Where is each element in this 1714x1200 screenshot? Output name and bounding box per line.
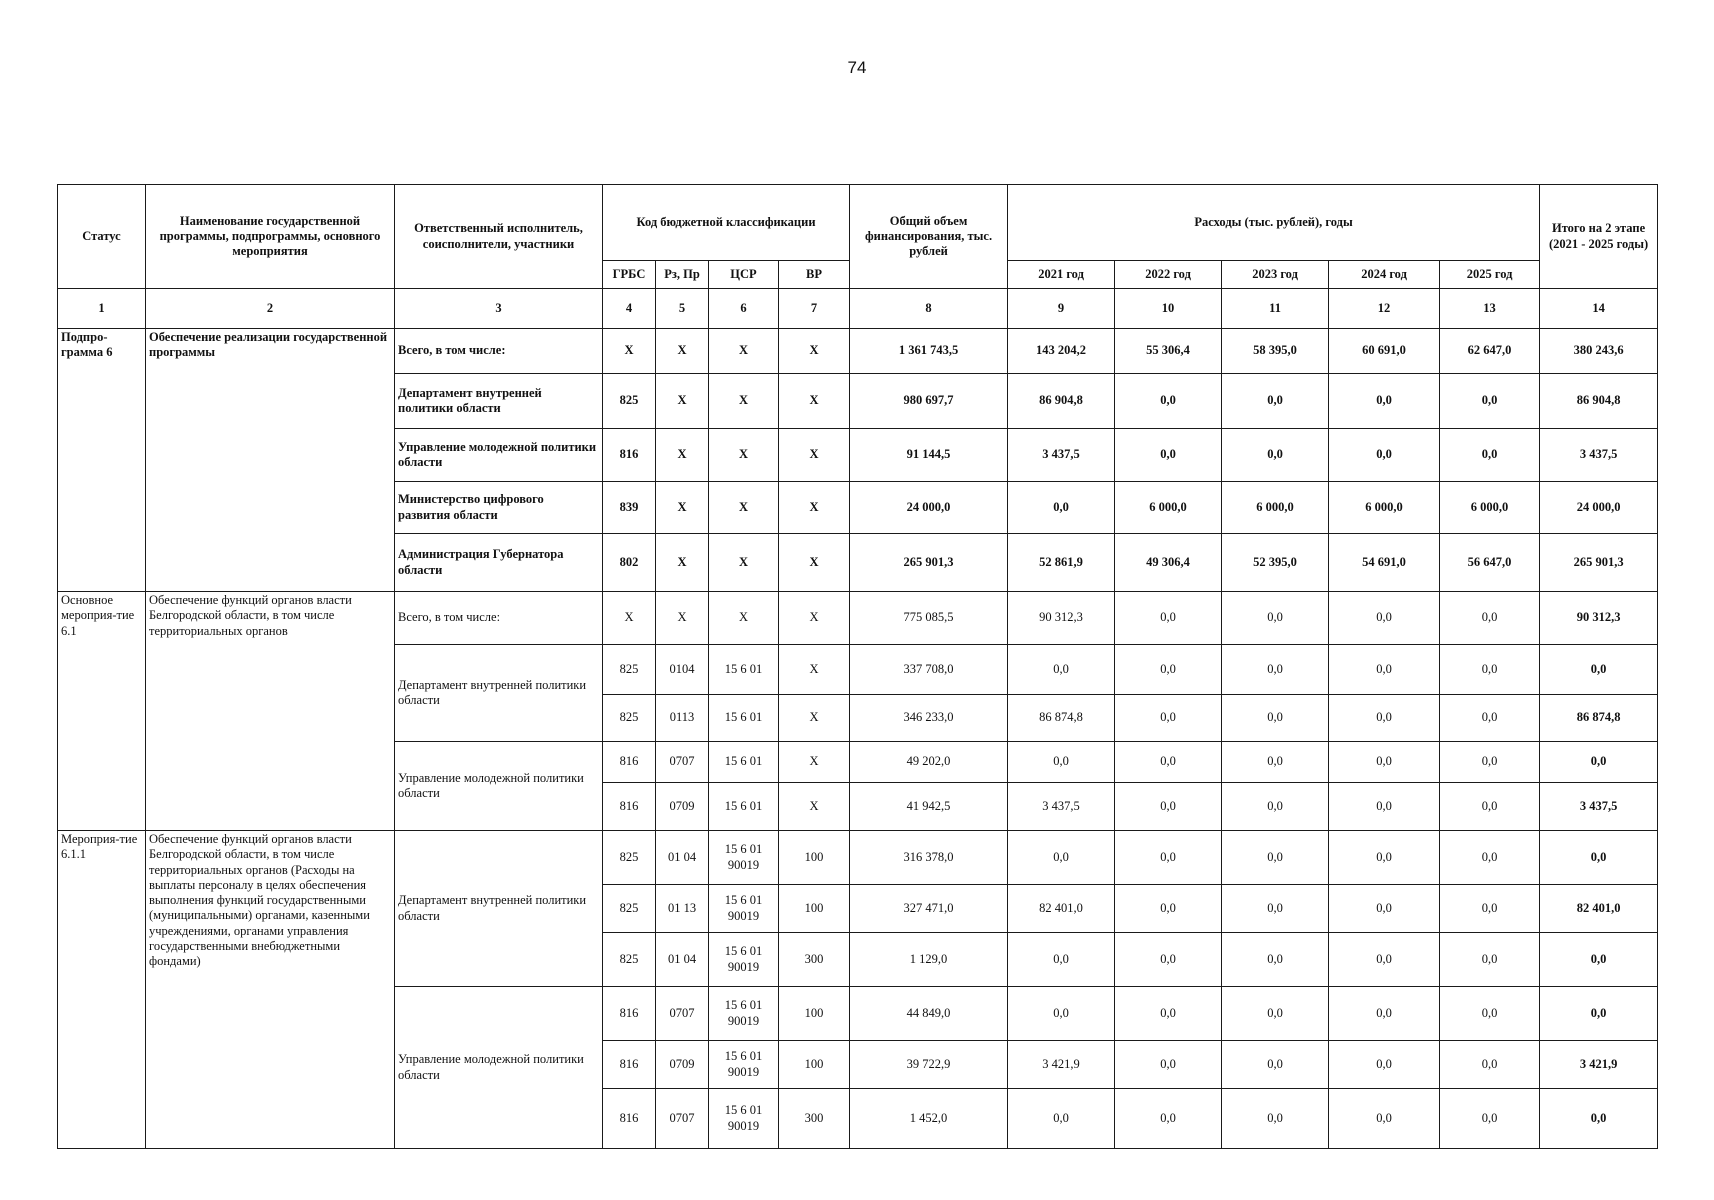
year-2021-cell: 0,0 bbox=[1008, 645, 1115, 695]
total-cell: 316 378,0 bbox=[850, 831, 1008, 885]
column-number: 11 bbox=[1222, 289, 1329, 329]
vr-cell: 100 bbox=[779, 885, 850, 933]
status-cell: Мероприя-тие 6.1.1 bbox=[58, 831, 146, 1149]
page-number: 74 bbox=[847, 58, 867, 77]
year-2021-cell: 86 904,8 bbox=[1008, 374, 1115, 429]
grbs-cell: Х bbox=[603, 329, 656, 374]
column-number: 7 bbox=[779, 289, 850, 329]
total-cell: 91 144,5 bbox=[850, 429, 1008, 482]
year-2023-cell: 58 395,0 bbox=[1222, 329, 1329, 374]
year-2021-cell: 52 861,9 bbox=[1008, 534, 1115, 592]
itogo-cell: 380 243,6 bbox=[1540, 329, 1658, 374]
year-2025-cell: 0,0 bbox=[1440, 783, 1540, 831]
csr-cell: 15 6 01 90019 bbox=[709, 885, 779, 933]
year-2024-cell: 0,0 bbox=[1329, 645, 1440, 695]
year-2023-cell: 0,0 bbox=[1222, 645, 1329, 695]
year-2022-cell: 0,0 bbox=[1115, 987, 1222, 1041]
year-2023-cell: 0,0 bbox=[1222, 885, 1329, 933]
header-year-2025: 2025 год bbox=[1440, 261, 1540, 289]
table-row bbox=[58, 831, 1658, 885]
column-number: 12 bbox=[1329, 289, 1440, 329]
rzpr-cell: Х bbox=[656, 534, 709, 592]
header-grbs: ГРБС bbox=[603, 261, 656, 289]
total-cell: 49 202,0 bbox=[850, 742, 1008, 783]
grbs-cell: 816 bbox=[603, 1041, 656, 1089]
total-cell: 327 471,0 bbox=[850, 885, 1008, 933]
total-cell: 1 452,0 bbox=[850, 1089, 1008, 1149]
year-2025-cell: 0,0 bbox=[1440, 374, 1540, 429]
year-2023-cell: 0,0 bbox=[1222, 742, 1329, 783]
column-number: 13 bbox=[1440, 289, 1540, 329]
year-2025-cell: 0,0 bbox=[1440, 742, 1540, 783]
year-2023-cell: 0,0 bbox=[1222, 374, 1329, 429]
rzpr-cell: Х bbox=[656, 592, 709, 645]
year-2022-cell: 0,0 bbox=[1115, 1089, 1222, 1149]
rzpr-cell: 0707 bbox=[656, 742, 709, 783]
csr-cell: 15 6 01 bbox=[709, 695, 779, 742]
year-2022-cell: 6 000,0 bbox=[1115, 482, 1222, 534]
year-2023-cell: 0,0 bbox=[1222, 783, 1329, 831]
executor-cell: Департамент внутренней политики области bbox=[395, 831, 603, 987]
column-number: 5 bbox=[656, 289, 709, 329]
csr-cell: 15 6 01 90019 bbox=[709, 933, 779, 987]
header-year-2021: 2021 год bbox=[1008, 261, 1115, 289]
year-2023-cell: 0,0 bbox=[1222, 429, 1329, 482]
itogo-cell: 3 437,5 bbox=[1540, 429, 1658, 482]
year-2022-cell: 0,0 bbox=[1115, 374, 1222, 429]
year-2022-cell: 0,0 bbox=[1115, 695, 1222, 742]
year-2025-cell: 0,0 bbox=[1440, 831, 1540, 885]
total-cell: 39 722,9 bbox=[850, 1041, 1008, 1089]
grbs-cell: 839 bbox=[603, 482, 656, 534]
grbs-cell: 825 bbox=[603, 695, 656, 742]
header-year-2022: 2022 год bbox=[1115, 261, 1222, 289]
rzpr-cell: 0104 bbox=[656, 645, 709, 695]
year-2022-cell: 55 306,4 bbox=[1115, 329, 1222, 374]
column-number: 10 bbox=[1115, 289, 1222, 329]
total-cell: 337 708,0 bbox=[850, 645, 1008, 695]
csr-cell: Х bbox=[709, 592, 779, 645]
year-2021-cell: 143 204,2 bbox=[1008, 329, 1115, 374]
csr-cell: 15 6 01 bbox=[709, 645, 779, 695]
executor-cell: Департамент внутренней политики области bbox=[395, 645, 603, 742]
vr-cell: Х bbox=[779, 429, 850, 482]
rzpr-cell: 01 13 bbox=[656, 885, 709, 933]
year-2023-cell: 0,0 bbox=[1222, 831, 1329, 885]
grbs-cell: 816 bbox=[603, 783, 656, 831]
year-2023-cell: 52 395,0 bbox=[1222, 534, 1329, 592]
header-expenses: Расходы (тыс. рублей), годы bbox=[1008, 185, 1540, 261]
itogo-cell: 82 401,0 bbox=[1540, 885, 1658, 933]
year-2025-cell: 0,0 bbox=[1440, 592, 1540, 645]
csr-cell: 15 6 01 90019 bbox=[709, 1089, 779, 1149]
itogo-cell: 3 437,5 bbox=[1540, 783, 1658, 831]
year-2025-cell: 0,0 bbox=[1440, 1089, 1540, 1149]
rzpr-cell: 01 04 bbox=[656, 933, 709, 987]
vr-cell: Х bbox=[779, 783, 850, 831]
header-name: Наименование государственной программы, подпрограммы, основного мероприятия bbox=[146, 185, 395, 289]
vr-cell: Х bbox=[779, 645, 850, 695]
csr-cell: 15 6 01 bbox=[709, 783, 779, 831]
total-cell: 1 129,0 bbox=[850, 933, 1008, 987]
rzpr-cell: 01 04 bbox=[656, 831, 709, 885]
year-2021-cell: 0,0 bbox=[1008, 482, 1115, 534]
vr-cell: Х bbox=[779, 329, 850, 374]
total-cell: 775 085,5 bbox=[850, 592, 1008, 645]
year-2024-cell: 54 691,0 bbox=[1329, 534, 1440, 592]
itogo-cell: 0,0 bbox=[1540, 831, 1658, 885]
grbs-cell: 825 bbox=[603, 885, 656, 933]
table-row bbox=[58, 592, 1658, 645]
rzpr-cell: 0709 bbox=[656, 1041, 709, 1089]
grbs-cell: 825 bbox=[603, 933, 656, 987]
total-cell: 44 849,0 bbox=[850, 987, 1008, 1041]
vr-cell: Х bbox=[779, 482, 850, 534]
header-csr: ЦСР bbox=[709, 261, 779, 289]
header-rzpr: Рз, Пр bbox=[656, 261, 709, 289]
column-number: 14 bbox=[1540, 289, 1658, 329]
grbs-cell: 816 bbox=[603, 742, 656, 783]
vr-cell: 300 bbox=[779, 933, 850, 987]
total-cell: 41 942,5 bbox=[850, 783, 1008, 831]
column-number: 2 bbox=[146, 289, 395, 329]
itogo-cell: 0,0 bbox=[1540, 987, 1658, 1041]
year-2021-cell: 0,0 bbox=[1008, 933, 1115, 987]
year-2022-cell: 0,0 bbox=[1115, 933, 1222, 987]
rzpr-cell: 0709 bbox=[656, 783, 709, 831]
csr-cell: Х bbox=[709, 482, 779, 534]
executor-cell: Всего, в том числе: bbox=[395, 592, 603, 645]
year-2023-cell: 0,0 bbox=[1222, 1089, 1329, 1149]
csr-cell: Х bbox=[709, 429, 779, 482]
vr-cell: Х bbox=[779, 742, 850, 783]
header-vr: ВР bbox=[779, 261, 850, 289]
year-2022-cell: 0,0 bbox=[1115, 429, 1222, 482]
itogo-cell: 3 421,9 bbox=[1540, 1041, 1658, 1089]
status-cell: Основное мероприя-тие 6.1 bbox=[58, 592, 146, 831]
year-2021-cell: 3 437,5 bbox=[1008, 429, 1115, 482]
year-2025-cell: 0,0 bbox=[1440, 987, 1540, 1041]
year-2025-cell: 62 647,0 bbox=[1440, 329, 1540, 374]
itogo-cell: 265 901,3 bbox=[1540, 534, 1658, 592]
executor-cell: Управление молодежной политики области bbox=[395, 429, 603, 482]
itogo-cell: 0,0 bbox=[1540, 1089, 1658, 1149]
year-2025-cell: 0,0 bbox=[1440, 933, 1540, 987]
table-row bbox=[58, 329, 1658, 374]
year-2023-cell: 0,0 bbox=[1222, 1041, 1329, 1089]
csr-cell: 15 6 01 90019 bbox=[709, 987, 779, 1041]
year-2021-cell: 0,0 bbox=[1008, 1089, 1115, 1149]
rzpr-cell: 0707 bbox=[656, 1089, 709, 1149]
rzpr-cell: Х bbox=[656, 374, 709, 429]
grbs-cell: 816 bbox=[603, 429, 656, 482]
year-2021-cell: 90 312,3 bbox=[1008, 592, 1115, 645]
total-cell: 1 361 743,5 bbox=[850, 329, 1008, 374]
total-cell: 346 233,0 bbox=[850, 695, 1008, 742]
year-2021-cell: 82 401,0 bbox=[1008, 885, 1115, 933]
year-2024-cell: 6 000,0 bbox=[1329, 482, 1440, 534]
rzpr-cell: 0707 bbox=[656, 987, 709, 1041]
header-status: Статус bbox=[58, 185, 146, 289]
year-2022-cell: 0,0 bbox=[1115, 831, 1222, 885]
year-2025-cell: 6 000,0 bbox=[1440, 482, 1540, 534]
itogo-cell: 86 874,8 bbox=[1540, 695, 1658, 742]
year-2024-cell: 0,0 bbox=[1329, 885, 1440, 933]
year-2024-cell: 0,0 bbox=[1329, 1041, 1440, 1089]
vr-cell: 100 bbox=[779, 831, 850, 885]
status-cell: Подпро-грамма 6 bbox=[58, 329, 146, 592]
year-2021-cell: 0,0 bbox=[1008, 742, 1115, 783]
year-2025-cell: 0,0 bbox=[1440, 885, 1540, 933]
vr-cell: Х bbox=[779, 534, 850, 592]
total-cell: 24 000,0 bbox=[850, 482, 1008, 534]
itogo-cell: 0,0 bbox=[1540, 933, 1658, 987]
column-number: 9 bbox=[1008, 289, 1115, 329]
column-number-row bbox=[58, 289, 1658, 329]
year-2024-cell: 0,0 bbox=[1329, 933, 1440, 987]
vr-cell: Х bbox=[779, 592, 850, 645]
year-2022-cell: 49 306,4 bbox=[1115, 534, 1222, 592]
vr-cell: 100 bbox=[779, 1041, 850, 1089]
year-2024-cell: 0,0 bbox=[1329, 783, 1440, 831]
program-name-cell: Обеспечение функций органов власти Белгородской области, в том числе территориальных органов bbox=[146, 592, 395, 831]
year-2021-cell: 0,0 bbox=[1008, 831, 1115, 885]
header-executor: Ответственный исполнитель, соисполнители, участники bbox=[395, 185, 603, 289]
header-itogo: Итого на 2 этапе (2021 - 2025 годы) bbox=[1540, 185, 1658, 289]
header-total: Общий объем финансирования, тыс. рублей bbox=[850, 185, 1008, 289]
year-2024-cell: 0,0 bbox=[1329, 742, 1440, 783]
column-number: 8 bbox=[850, 289, 1008, 329]
year-2021-cell: 86 874,8 bbox=[1008, 695, 1115, 742]
grbs-cell: 825 bbox=[603, 374, 656, 429]
year-2024-cell: 0,0 bbox=[1329, 987, 1440, 1041]
vr-cell: Х bbox=[779, 695, 850, 742]
executor-cell: Департамент внутренней политики области bbox=[395, 374, 603, 429]
year-2023-cell: 0,0 bbox=[1222, 933, 1329, 987]
header-budget-code: Код бюджетной классификации bbox=[603, 185, 850, 261]
year-2023-cell: 0,0 bbox=[1222, 695, 1329, 742]
year-2021-cell: 3 437,5 bbox=[1008, 783, 1115, 831]
itogo-cell: 86 904,8 bbox=[1540, 374, 1658, 429]
budget-table bbox=[57, 184, 1658, 1149]
year-2023-cell: 0,0 bbox=[1222, 592, 1329, 645]
year-2022-cell: 0,0 bbox=[1115, 783, 1222, 831]
itogo-cell: 0,0 bbox=[1540, 742, 1658, 783]
year-2024-cell: 0,0 bbox=[1329, 695, 1440, 742]
rzpr-cell: Х bbox=[656, 329, 709, 374]
year-2024-cell: 0,0 bbox=[1329, 592, 1440, 645]
vr-cell: 300 bbox=[779, 1089, 850, 1149]
csr-cell: Х bbox=[709, 329, 779, 374]
grbs-cell: 802 bbox=[603, 534, 656, 592]
total-cell: 265 901,3 bbox=[850, 534, 1008, 592]
year-2022-cell: 0,0 bbox=[1115, 645, 1222, 695]
grbs-cell: 825 bbox=[603, 645, 656, 695]
rzpr-cell: 0113 bbox=[656, 695, 709, 742]
grbs-cell: 825 bbox=[603, 831, 656, 885]
csr-cell: Х bbox=[709, 374, 779, 429]
csr-cell: Х bbox=[709, 534, 779, 592]
grbs-cell: 816 bbox=[603, 987, 656, 1041]
executor-cell: Министерство цифрового развития области bbox=[395, 482, 603, 534]
year-2025-cell: 56 647,0 bbox=[1440, 534, 1540, 592]
year-2024-cell: 0,0 bbox=[1329, 374, 1440, 429]
column-number: 6 bbox=[709, 289, 779, 329]
itogo-cell: 90 312,3 bbox=[1540, 592, 1658, 645]
itogo-cell: 0,0 bbox=[1540, 645, 1658, 695]
vr-cell: 100 bbox=[779, 987, 850, 1041]
rzpr-cell: Х bbox=[656, 429, 709, 482]
year-2025-cell: 0,0 bbox=[1440, 429, 1540, 482]
year-2022-cell: 0,0 bbox=[1115, 1041, 1222, 1089]
year-2022-cell: 0,0 bbox=[1115, 592, 1222, 645]
csr-cell: 15 6 01 90019 bbox=[709, 831, 779, 885]
vr-cell: Х bbox=[779, 374, 850, 429]
year-2024-cell: 0,0 bbox=[1329, 831, 1440, 885]
year-2021-cell: 3 421,9 bbox=[1008, 1041, 1115, 1089]
year-2023-cell: 6 000,0 bbox=[1222, 482, 1329, 534]
year-2025-cell: 0,0 bbox=[1440, 645, 1540, 695]
year-2025-cell: 0,0 bbox=[1440, 1041, 1540, 1089]
grbs-cell: Х bbox=[603, 592, 656, 645]
year-2023-cell: 0,0 bbox=[1222, 987, 1329, 1041]
year-2024-cell: 60 691,0 bbox=[1329, 329, 1440, 374]
executor-cell: Управление молодежной политики области bbox=[395, 987, 603, 1149]
itogo-cell: 24 000,0 bbox=[1540, 482, 1658, 534]
year-2024-cell: 0,0 bbox=[1329, 429, 1440, 482]
year-2022-cell: 0,0 bbox=[1115, 742, 1222, 783]
rzpr-cell: Х bbox=[656, 482, 709, 534]
executor-cell: Всего, в том числе: bbox=[395, 329, 603, 374]
executor-cell: Управление молодежной политики области bbox=[395, 742, 603, 831]
year-2021-cell: 0,0 bbox=[1008, 987, 1115, 1041]
header-year-2024: 2024 год bbox=[1329, 261, 1440, 289]
column-number: 4 bbox=[603, 289, 656, 329]
column-number: 3 bbox=[395, 289, 603, 329]
year-2024-cell: 0,0 bbox=[1329, 1089, 1440, 1149]
csr-cell: 15 6 01 90019 bbox=[709, 1041, 779, 1089]
program-name-cell: Обеспечение функций органов власти Белгородской области, в том числе территориальных органов (Расходы на выплаты персоналу в целях обеспечения выполнения функций государственными (муниципальными) органами, казенными учреждениями, органами управления государственными внебюджетными фондами) bbox=[146, 831, 395, 1149]
total-cell: 980 697,7 bbox=[850, 374, 1008, 429]
header-year-2023: 2023 год bbox=[1222, 261, 1329, 289]
executor-cell: Администрация Губернатора области bbox=[395, 534, 603, 592]
grbs-cell: 816 bbox=[603, 1089, 656, 1149]
column-number: 1 bbox=[58, 289, 146, 329]
table-body bbox=[58, 329, 1658, 1149]
csr-cell: 15 6 01 bbox=[709, 742, 779, 783]
program-name-cell: Обеспечение реализации государственной программы bbox=[146, 329, 395, 592]
year-2025-cell: 0,0 bbox=[1440, 695, 1540, 742]
year-2022-cell: 0,0 bbox=[1115, 885, 1222, 933]
